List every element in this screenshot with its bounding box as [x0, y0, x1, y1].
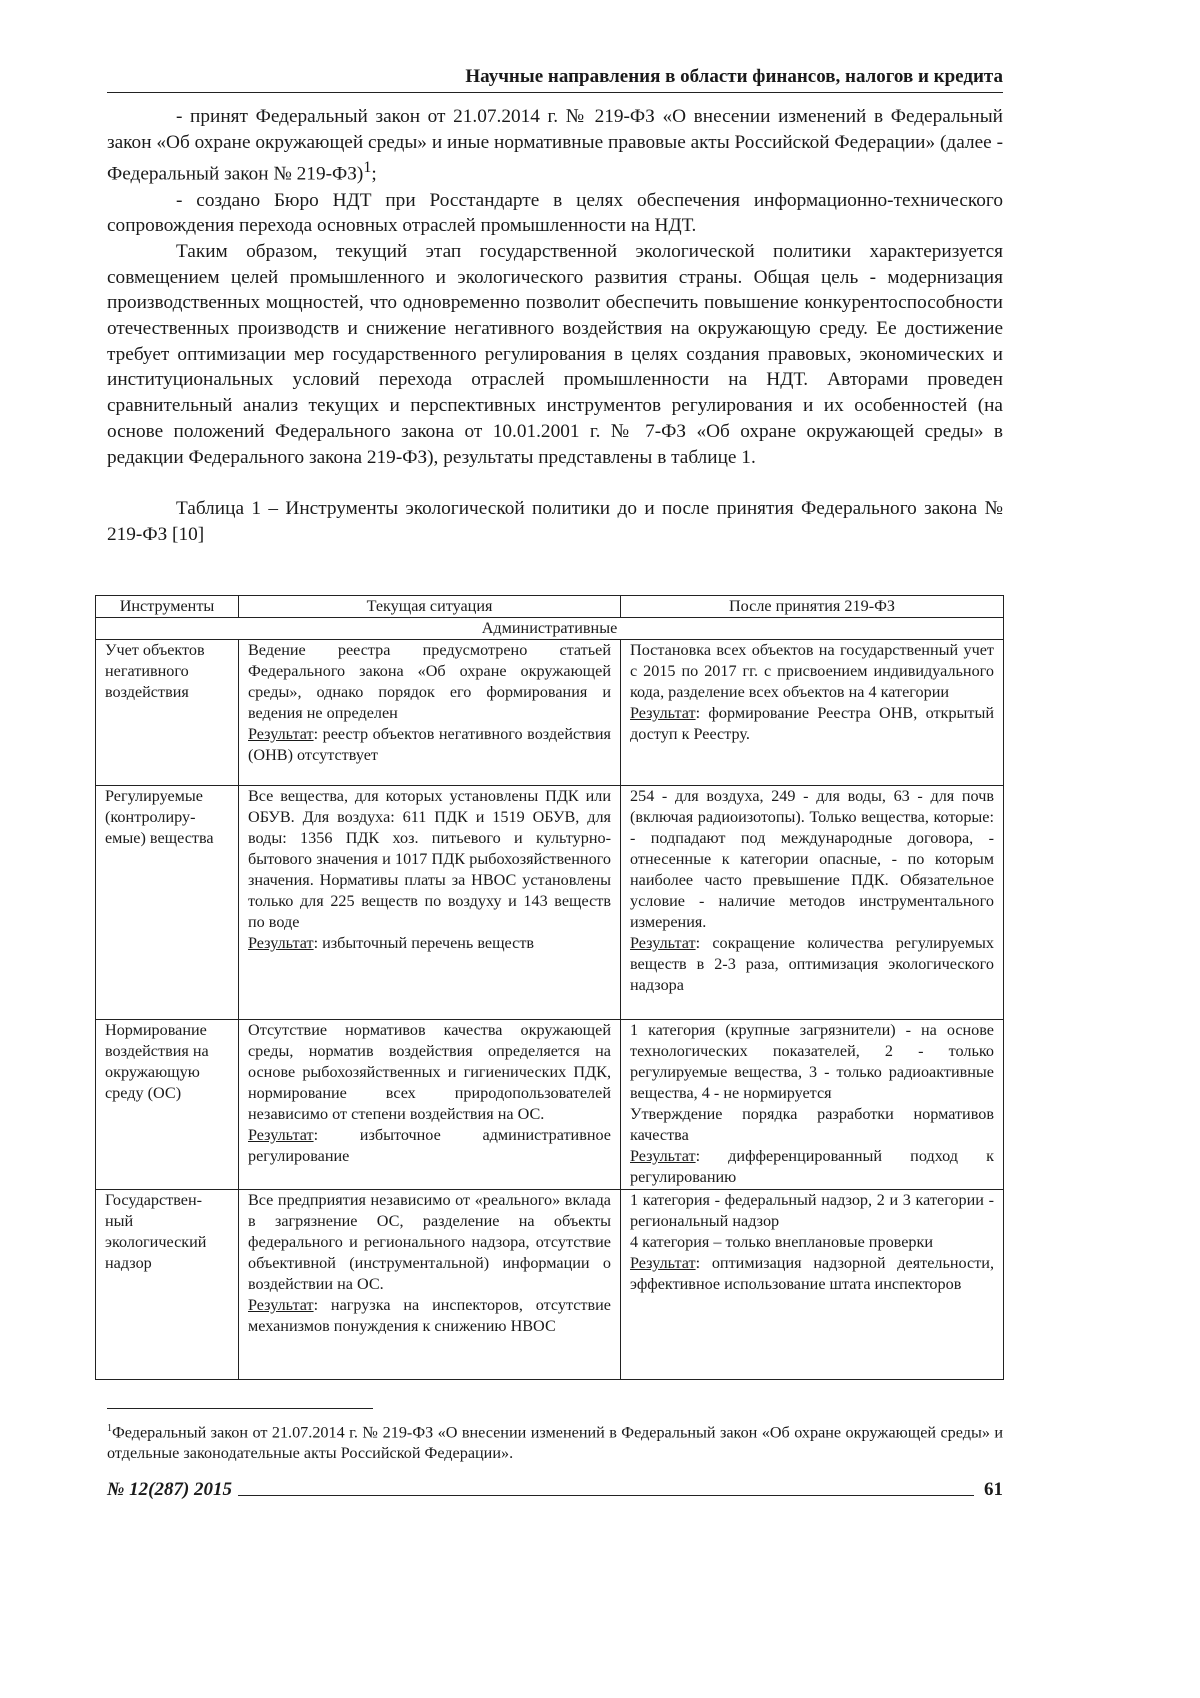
result: [630, 1253, 994, 1295]
issue-number: № 12(287) 2015: [107, 1479, 232, 1501]
result-text: : сокращение количества регулируемых веществ в 2-3 раза, оптимизация экологического надзора: [630, 934, 994, 994]
current-text: Ведение реестра предусмотрено статьей Федерального закона «Об охране окружающей среды», однако порядок его формирования и ведения не определен: [248, 640, 611, 724]
result: [630, 703, 994, 745]
result-label: Результат: [630, 704, 696, 722]
result-label: Результат: [248, 1126, 314, 1144]
current-cell: [239, 1020, 621, 1190]
result-label: Результат: [630, 934, 696, 952]
table-row: [96, 786, 1004, 1020]
footnote: [107, 1418, 1003, 1464]
instrument-cell: [96, 1190, 239, 1380]
result-label: Результат: [248, 725, 314, 743]
table-header-row: [96, 596, 1004, 618]
instrument-cell: [96, 786, 239, 1020]
current-text: Отсутствие нормативов качества окружающей среды, норматив воздействия определяется на основе рыбохозяйственных и гигиенических ПДК, нормирование всех природопользователей независимо от степени воздействия на ОС.: [248, 1020, 611, 1125]
result: [630, 933, 994, 996]
column-header: Текущая ситуация: [239, 596, 621, 618]
column-header: После принятия 219-ФЗ: [621, 596, 1004, 618]
after-text-extra: Утверждение порядка разработки нормативов качества: [630, 1104, 994, 1146]
paragraph: Таким образом, текущий этап государственной экологической политики характеризуется совмещением целей промышленного и экологического развития страны. Общая цель - модернизация производственных мощностей, что одновременно позволит обеспечить повышение конкурентоспособности отечественных производств и снижение негативного воздействия на окружающую среду. Ее достижение требует оптимизации мер государственного регулирования в целях создания правовых, экономических и институциональных условий перехода отраслей промышленности на НДТ. Авторами проведен сравнительный анализ текущих и перспективных инструментов регулирования и их особенностей (на основе положений Федерального закона от 10.01.2001 г. № 7-ФЗ «Об охране окружающей среды» в редакции Федерального закона 219-ФЗ), результаты представлены в таблице 1.: [107, 239, 1003, 470]
header-rule: [107, 92, 1003, 93]
result-text: : формирование Реестра ОНВ, открытый доступ к Реестру.: [630, 704, 994, 743]
instrument-name: Регулируемые (контролиру-емые) вещества: [105, 786, 229, 849]
footnote-number: 1: [107, 1423, 112, 1434]
instrument-cell: [96, 640, 239, 786]
current-text: Все вещества, для которых установлены ПДК или ОБУВ. Для воздуха: 611 ПДК и 1519 ОБУВ, для воды: 1356 ПДК хоз. питьевого и культурно-бытового значения и 1017 ПДК рыбохозяйственного значения. Нормативы платы за НВОС установлены только для 225 веществ по воздуху и 143 веществ по воде: [248, 786, 611, 933]
footnote-ref[interactable]: 1: [363, 159, 371, 176]
result-text: : оптимизация надзорной деятельности, эффективное использование штата инспекторов: [630, 1254, 994, 1293]
page-footer: [107, 1479, 1003, 1501]
after-text: 1 категория (крупные загрязнители) - на основе технологических показателей, 2 - только регулируемые вещества, 3 - только радиоактивные вещества, 4 - не нормируется: [630, 1020, 994, 1104]
result-label: Результат: [248, 934, 314, 952]
after-cell: [621, 786, 1004, 1020]
result-label: Результат: [248, 1296, 314, 1314]
paragraph-text: - принят Федеральный закон от 21.07.2014 г. № 219-ФЗ «О внесении изменений в Федеральный закон «Об охране окружающей среды» и иные нормативные правовые акты Российской Федерации» (далее - Федеральный закон № 219-ФЗ): [107, 106, 1003, 185]
table-row: [96, 1020, 1004, 1190]
result-text: : избыточное административное регулирование: [248, 1126, 611, 1165]
instrument-name: Государствен-ный экологический надзор: [105, 1190, 229, 1274]
result-text: : реестр объектов негативного воздействия (ОНВ) отсутствует: [248, 725, 611, 764]
instruments-table: [95, 595, 1004, 1380]
result: [630, 1146, 994, 1188]
table-caption: Таблица 1 – Инструменты экологической политики до и после принятия Федерального закона № 219-ФЗ [10]: [107, 496, 1003, 547]
paragraph: [107, 104, 1003, 188]
instrument-cell: [96, 1020, 239, 1190]
result: [248, 724, 611, 766]
column-header: Инструменты: [96, 596, 239, 618]
after-text: 1 категория - федеральный надзор, 2 и 3 категории - региональный надзор: [630, 1190, 994, 1232]
footnote-rule: [107, 1408, 373, 1409]
after-text: 254 - для воздуха, 249 - для воды, 63 - для почв (включая радиоизотопы). Только вещества, которые: - подпадают под международные договора, - отнесенные к категории опасные, - по которым наиболее часто превышение ПДК. Обязательное условие - наличие методов инструментального измерения.: [630, 786, 994, 933]
result-text: : нагрузка на инспекторов, отсутствие механизмов понуждения к снижению НВОС: [248, 1296, 611, 1335]
body-text: [107, 104, 1003, 548]
after-text-extra: 4 категория – только внеплановые проверки: [630, 1232, 994, 1253]
instrument-name: Учет объектов негативного воздействия: [105, 640, 229, 703]
result: [248, 1295, 611, 1337]
after-cell: [621, 640, 1004, 786]
result: [248, 1125, 611, 1167]
after-cell: [621, 1020, 1004, 1190]
result-label: Результат: [630, 1147, 696, 1165]
result: [248, 933, 611, 954]
current-cell: [239, 640, 621, 786]
result-label: Результат: [630, 1254, 696, 1272]
result-text: : дифференцированный подход к регулированию: [630, 1147, 994, 1186]
table-row: [96, 640, 1004, 786]
page-number: 61: [984, 1479, 1003, 1501]
running-header: Научные направления в области финансов, налогов и кредита: [107, 66, 1003, 88]
after-cell: [621, 1190, 1004, 1380]
current-text: Все предприятия независимо от «реального» вклада в загрязнение ОС, разделение на объекты федерального и регионального надзора, отсутствие объективной (инструментальной) информации о воздействии на ОС.: [248, 1190, 611, 1295]
section-label: Административные: [96, 618, 1004, 640]
footnote-text: Федеральный закон от 21.07.2014 г. № 219-ФЗ «О внесении изменений в Федеральный закон «Об охране окружающей среды» и отдельные законодательные акты Российской Федерации».: [107, 1423, 1003, 1462]
section-row: [96, 618, 1004, 640]
paragraph: - создано Бюро НДТ при Росстандарте в целях обеспечения информационно-технического сопровождения перехода основных отраслей промышленности на НДТ.: [107, 188, 1003, 239]
current-cell: [239, 1190, 621, 1380]
after-text: Постановка всех объектов на государственный учет с 2015 по 2017 гг. с присвоением индивидуального кода, разделение всех объектов на 4 категории: [630, 640, 994, 703]
punctuation: ;: [371, 164, 376, 185]
footer-rule: [238, 1495, 974, 1496]
result-text: : избыточный перечень веществ: [314, 934, 534, 952]
table-row: [96, 1190, 1004, 1380]
current-cell: [239, 786, 621, 1020]
instrument-name: Нормирование воздействия на окружающую среду (ОС): [105, 1020, 229, 1104]
